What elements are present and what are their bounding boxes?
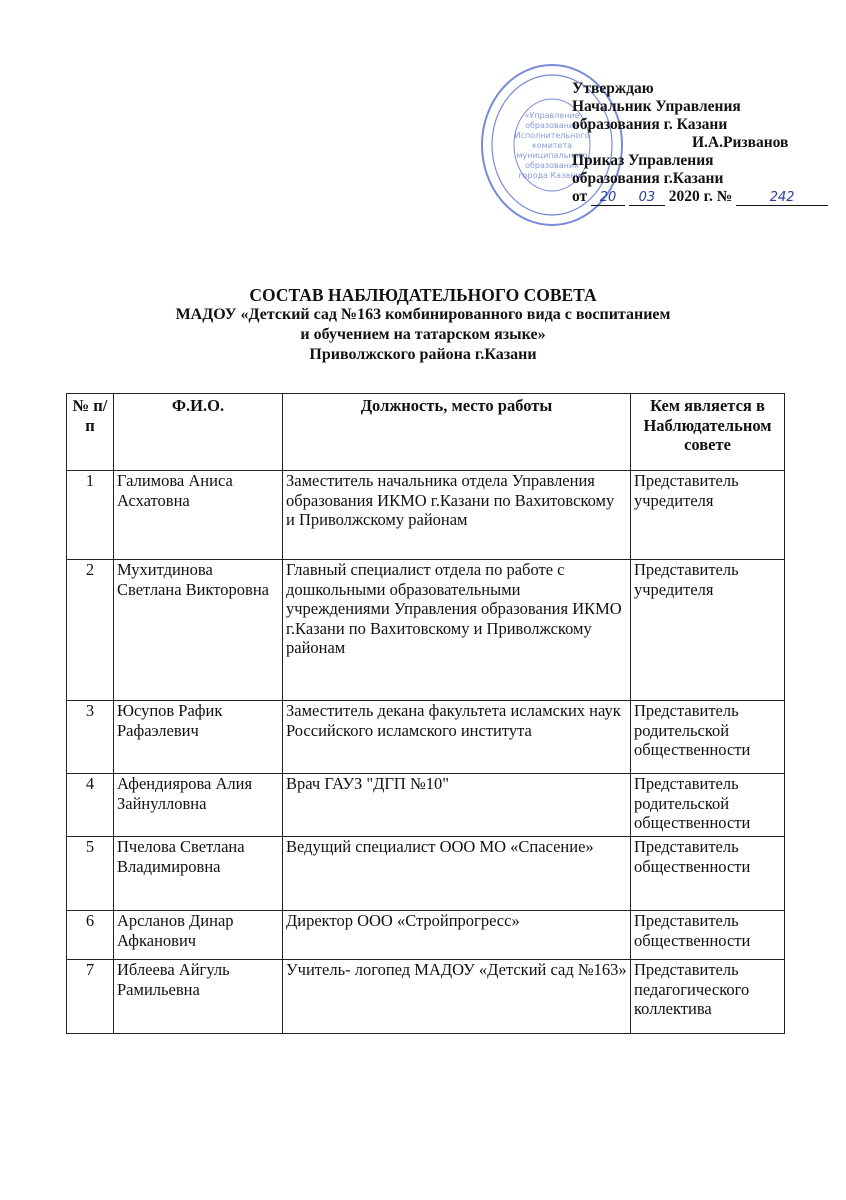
table-row	[67, 774, 785, 837]
approval-signatory: И.А.Ризванов	[692, 134, 789, 151]
table-row	[67, 560, 785, 701]
row-role: Представитель учредителя	[631, 560, 785, 701]
header-position: Должность, место работы	[283, 394, 631, 471]
row-role: Представитель родительской общественности	[631, 774, 785, 837]
order-date-line	[572, 188, 822, 206]
order-department: образования г.Казани	[572, 170, 724, 187]
row-position: Ведущий специалист ООО МО «Спасение»	[283, 837, 631, 911]
row-role: Представитель родительской общественности	[631, 701, 785, 774]
table-row	[67, 911, 785, 960]
header-num: № п/п	[67, 394, 114, 471]
order-day: 20	[591, 191, 625, 206]
svg-text:комитета: комитета	[531, 141, 573, 150]
title-line-4: Приволжского района г.Казани	[309, 346, 537, 363]
title-line-3: и обучением на татарском языке»	[300, 326, 546, 343]
header-role: Кем является в Наблюдательном совете	[631, 394, 785, 471]
row-position: Заместитель начальника отдела Управления образования ИКМО г.Казани по Вахитовскому и Приволжскому районам	[283, 471, 631, 560]
svg-text:муниципального: муниципального	[516, 151, 588, 160]
row-num: 2	[67, 560, 114, 701]
row-name: Иблеева Айгуль Рамильевна	[114, 960, 283, 1034]
table-row	[67, 837, 785, 911]
row-num: 1	[67, 471, 114, 560]
table-row	[67, 960, 785, 1034]
order-from-label: от	[572, 188, 588, 205]
title-line-2: МАДОУ «Детский сад №163 комбинированного вида с воспитанием	[175, 306, 671, 323]
row-num: 4	[67, 774, 114, 837]
row-name: Пчелова Светлана Владимировна	[114, 837, 283, 911]
svg-text:образования: образования	[525, 121, 579, 130]
row-num: 7	[67, 960, 114, 1034]
row-num: 3	[67, 701, 114, 774]
svg-text:«Управление: «Управление	[524, 111, 580, 120]
row-role: Представитель общественности	[631, 837, 785, 911]
council-table	[66, 393, 785, 1034]
row-num: 5	[67, 837, 114, 911]
order-label: Приказ Управления	[572, 152, 714, 169]
svg-text:образования: образования	[525, 161, 579, 170]
svg-text:Исполнительного: Исполнительного	[514, 131, 590, 140]
approval-position: Начальник Управления	[572, 98, 741, 115]
title-line-1: СОСТАВ НАБЛЮДАТЕЛЬНОГО СОВЕТА	[249, 285, 597, 305]
row-name: Арсланов Динар Афканович	[114, 911, 283, 960]
order-year-text: 2020 г. №	[668, 188, 733, 205]
table-header-row	[67, 394, 785, 471]
row-name: Мухитдинова Светлана Викторовна	[114, 560, 283, 701]
document-title	[0, 285, 846, 365]
approval-department: образования г. Казани	[572, 116, 728, 133]
row-role: Представитель учредителя	[631, 471, 785, 560]
row-role: Представитель общественности	[631, 911, 785, 960]
order-month: 03	[629, 191, 665, 206]
row-position: Директор ООО «Стройпрогресс»	[283, 911, 631, 960]
approval-block	[572, 80, 822, 206]
row-num: 6	[67, 911, 114, 960]
approval-header: Утверждаю	[572, 80, 654, 97]
table-row	[67, 701, 785, 774]
row-position: Врач ГАУЗ "ДГП №10"	[283, 774, 631, 837]
row-role: Представитель педагогического коллектива	[631, 960, 785, 1034]
order-number: 242	[736, 191, 828, 206]
row-name: Галимова Аниса Асхатовна	[114, 471, 283, 560]
row-position: Учитель- логопед МАДОУ «Детский сад №163»	[283, 960, 631, 1034]
header-name: Ф.И.О.	[114, 394, 283, 471]
row-name: Афендиярова Алия Зайнулловна	[114, 774, 283, 837]
svg-text:города Казани»: города Казани»	[518, 171, 586, 180]
row-name: Юсупов Рафик Рафаэлевич	[114, 701, 283, 774]
row-position: Заместитель декана факультета исламских наук Российского исламского института	[283, 701, 631, 774]
table-row	[67, 471, 785, 560]
row-position: Главный специалист отдела по работе с дошкольными образовательными учреждениями Управления образования ИКМО г.Казани по Вахитовскому и Приволжскому районам	[283, 560, 631, 701]
